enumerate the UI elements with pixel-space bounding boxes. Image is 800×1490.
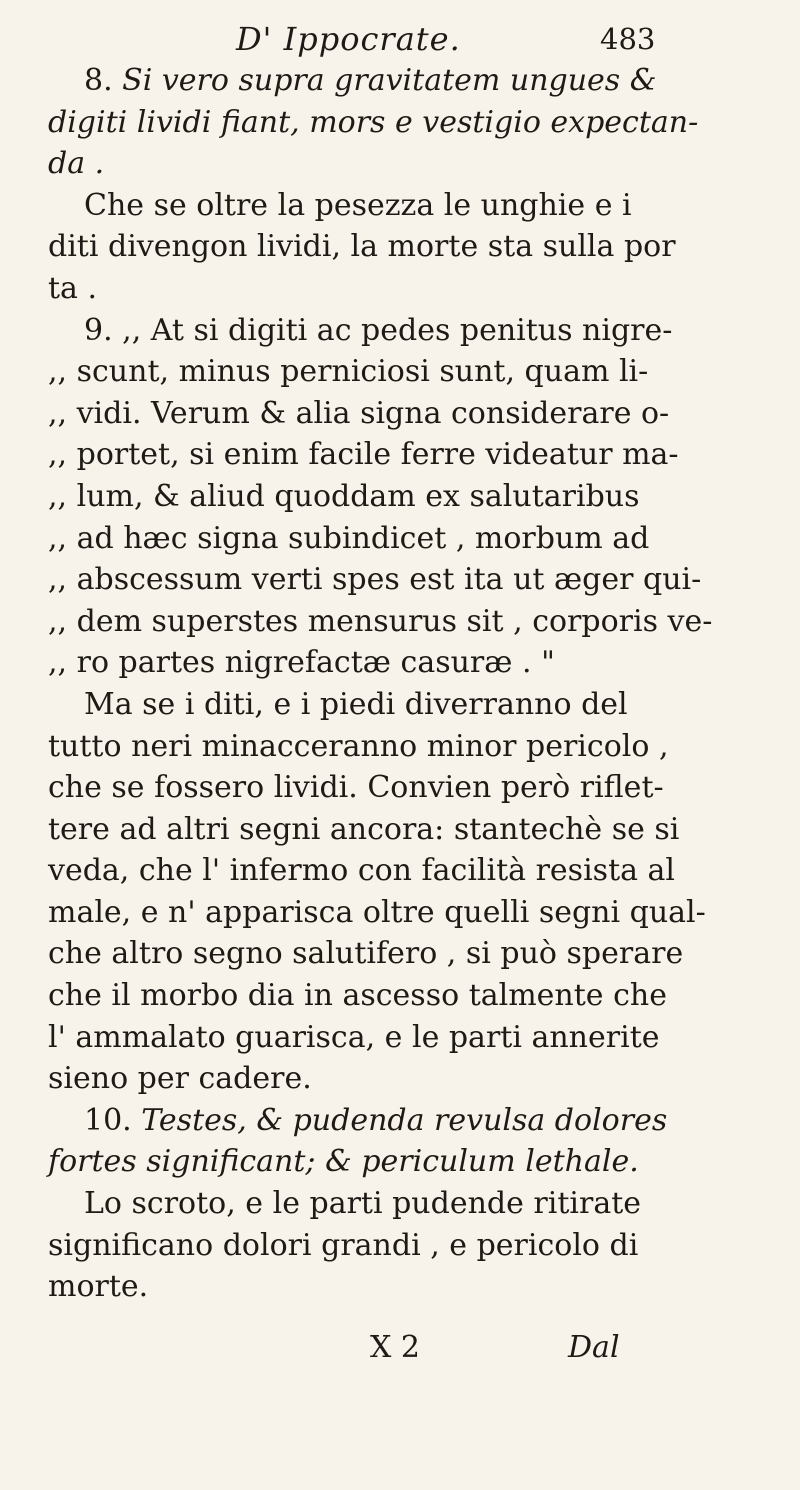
text-segment: significano dolori grandi , e pericolo di — [48, 1227, 639, 1263]
text-segment: veda, che l' infermo con facilità resista al — [48, 853, 676, 889]
text-line — [48, 975, 768, 1017]
italic-text: fortes significant; & periculum lethale. — [48, 1144, 639, 1180]
text-line — [48, 1058, 768, 1100]
italic-text: Testes, & pudenda revulsa dolores — [141, 1102, 668, 1138]
text-segment: ,, dem superstes mensurus sit , corporis ve- — [48, 603, 713, 639]
text-line — [48, 767, 768, 809]
text-line — [48, 434, 768, 476]
text-line — [48, 1183, 768, 1225]
text-line — [48, 268, 768, 310]
text-line — [48, 684, 768, 726]
italic-text: da . — [48, 146, 105, 182]
page-number: 483 — [600, 22, 656, 56]
text-segment: tutto neri minacceranno minor pericolo , — [48, 728, 669, 764]
text-line — [48, 351, 768, 393]
text-segment: Che se oltre la pesezza le unghie e i — [84, 187, 632, 223]
text-segment: morte. — [48, 1269, 149, 1305]
text-line — [48, 1141, 768, 1183]
text-line — [48, 476, 768, 518]
text-segment: Lo scroto, e le parti pudende ritirate — [84, 1186, 642, 1222]
text-line — [48, 809, 768, 851]
text-segment: che se fossero lividi. Convien però riflet- — [48, 770, 664, 806]
text-segment: 8. — [84, 63, 123, 98]
running-title: D' Ippocrate. — [236, 20, 461, 58]
text-line — [48, 102, 768, 144]
text-line — [48, 726, 768, 768]
text-line — [48, 143, 768, 185]
text-line — [48, 892, 768, 934]
text-line — [48, 1266, 768, 1308]
page-header — [0, 14, 800, 60]
text-line — [48, 1100, 768, 1142]
text-segment: tere ad altri segni ancora: stantechè se si — [48, 811, 680, 847]
text-line — [48, 642, 768, 684]
text-line — [48, 559, 768, 601]
text-segment: 9. ,, At si digiti ac pedes penitus nigre- — [84, 312, 673, 348]
page-footer — [0, 1330, 800, 1380]
text-segment: ,, lum, & aliud quoddam ex salutaribus — [48, 478, 640, 514]
text-line — [48, 226, 768, 268]
signature-mark: X 2 — [370, 1330, 420, 1365]
text-segment: diti divengon lividi, la morte sta sulla por — [48, 229, 676, 265]
body-text — [48, 60, 768, 1308]
italic-text: digiti lividi fiant, mors e vestigio expectan- — [48, 104, 699, 140]
text-segment: ,, ad hæc signa subindicet , morbum ad — [48, 520, 650, 556]
text-segment: ,, portet, si enim facile ferre videatur ma- — [48, 437, 679, 473]
text-segment: l' ammalato guarisca, e le parti annerite — [48, 1019, 660, 1055]
italic-text: Si vero supra gravitatem ungues & — [122, 63, 657, 98]
text-segment: ,, ro partes nigrefactæ casuræ . " — [48, 645, 555, 681]
text-segment: male, e n' apparisca oltre quelli segni qual- — [48, 894, 706, 930]
text-line — [48, 1225, 768, 1267]
text-line — [48, 393, 768, 435]
text-line — [48, 850, 768, 892]
text-segment: 10. — [84, 1102, 142, 1138]
text-line — [48, 933, 768, 975]
text-line — [48, 185, 768, 227]
catchword: Dal — [568, 1330, 620, 1365]
text-line — [48, 1017, 768, 1059]
text-segment: che il morbo dia in ascesso talmente che — [48, 978, 667, 1014]
text-line — [48, 310, 768, 352]
text-segment: ,, abscessum verti spes est ita ut æger qui- — [48, 562, 702, 598]
text-segment: ,, scunt, minus perniciosi sunt, quam li- — [48, 354, 649, 390]
text-segment: ta . — [48, 270, 98, 306]
text-segment: Ma se i diti, e i piedi diverranno del — [84, 686, 628, 722]
text-line — [48, 60, 768, 102]
text-segment: sieno per cadere. — [48, 1061, 312, 1097]
text-line — [48, 601, 768, 643]
text-line — [48, 518, 768, 560]
text-segment: che altro segno salutifero , si può sperare — [48, 936, 684, 972]
text-segment: ,, vidi. Verum & alia signa considerare o- — [48, 395, 670, 431]
